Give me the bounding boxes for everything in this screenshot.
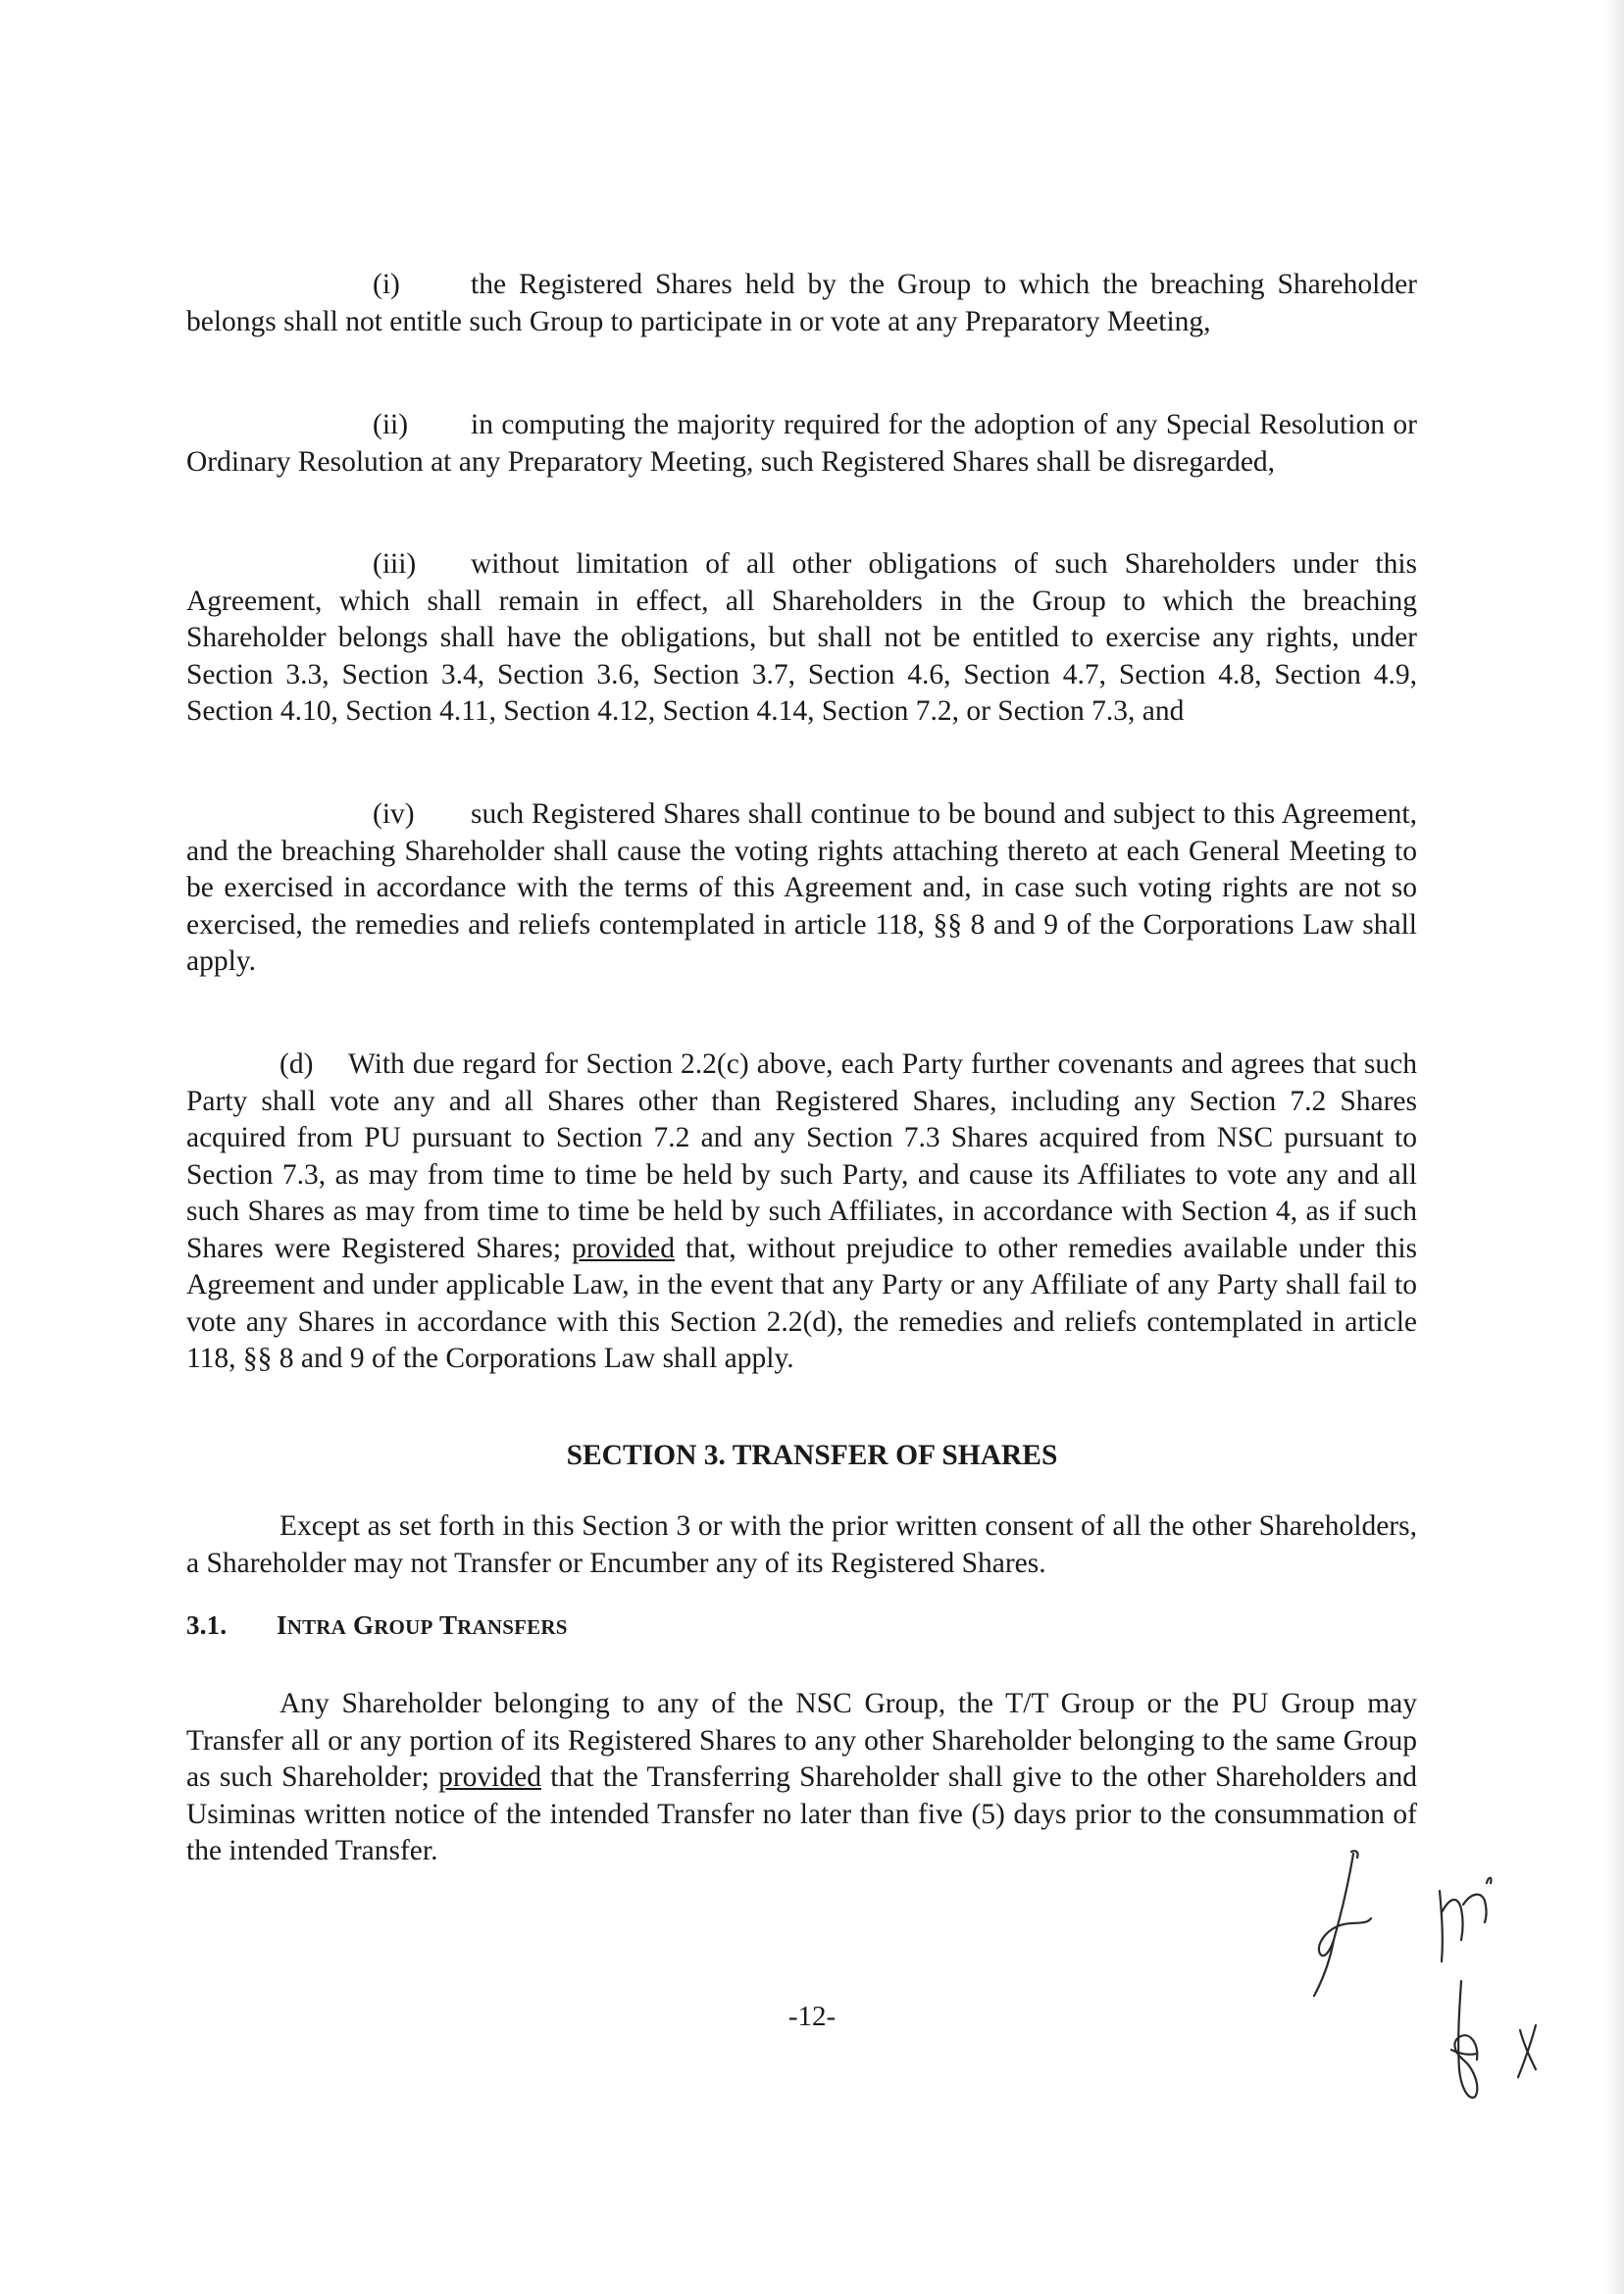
initial-stroke-8: [1518, 2025, 1536, 2077]
paragraph-iv: [186, 796, 1417, 981]
initial-stroke-6: [1454, 1981, 1477, 2098]
page-number: -12-: [787, 2001, 837, 2032]
title-rest-intra: NTRA: [286, 1615, 347, 1639]
paragraph-iii-label: (iii): [373, 548, 417, 580]
paragraph-ii-text: in computing the majority required for the adoption of any Special Resolution or Ordinary Resolution at any Preparatory Meeting, such Registered Shares shall be disregarded,: [186, 409, 1417, 478]
title-initial-intra: I: [277, 1610, 287, 1640]
section-3-intro: Except as set forth in this Section 3 or with the prior written consent of all the other Shareholders, a Shareholder may not Transfer or Encumber any of its Registered Shares.: [186, 1510, 1417, 1579]
paragraph-ii: [186, 407, 1417, 481]
paragraph-d-label: (d): [279, 1048, 314, 1080]
section-3-1-provided: provided: [438, 1761, 541, 1793]
paragraph-i-text: the Registered Shares held by the Group to which the breaching Shareholder belongs shall not entitle such Group to participate in or vote at any Preparatory Meeting,: [186, 269, 1417, 337]
initial-stroke-5: [1487, 1878, 1492, 1883]
title-initial-group: G: [352, 1610, 375, 1640]
paragraph-iv-text: such Registered Shares shall continue to be bound and subject to this Agreement, and the breaching Shareholder shall cause the voting rights attaching thereto at each General Meeting to be exercised in accordance with the terms of this Agreement and, in case such voting rights are not so exercised, the remedies and reliefs contemplated in article 118, §§ 8 and 9 of the Corporations Law shall apply.: [186, 798, 1417, 977]
title-rest-transfers: RANSFERS: [457, 1615, 568, 1639]
paragraph-d-text-after: that, without prejudice to other remedies available under this Agreement and under applicable Law, in the event that any Party or any Affiliate of any Party shall fail to vote any Shares in accordance with this Section 2.2(d), the remedies and reliefs contemplated in article 118, §§ 8 and 9 of the Corporations Law shall apply.: [186, 1232, 1417, 1374]
title-rest-group: ROUP: [374, 1615, 433, 1639]
paragraph-iii: [186, 546, 1417, 731]
initial-stroke-7: [1451, 2050, 1477, 2055]
paragraph-i: [186, 267, 1417, 340]
paragraph-ii-label: (ii): [373, 409, 409, 440]
title-initial-transfers: T: [438, 1610, 458, 1640]
initial-stroke-4: [1440, 1891, 1487, 1962]
paragraph-d-text-before: With due regard for Section 2.2(c) above, each Party further covenants and agrees that such Party shall vote any and all Shares other than Registered Shares, including any Section 7.2 Shares acquired from PU pursuant to Section 7.2 and any Section 7.3 Shares acquired from NSC pursuant to Section 7.3, as may from time to time be held by such Party, and cause its Affiliates to vote any and all such Shares as may from time to time be held by such Affiliates, in accordance with Section 4, as if such Shares were Registered Shares;: [186, 1048, 1417, 1264]
paragraph-iii-text: without limitation of all other obligations of such Shareholders under this Agreement, which shall remain in effect, all Shareholders in the Group to which the breaching Shareholder belongs shall have the obligations, but shall not be entitled to exercise any rights, under Section 3.3, Section 3.4, Section 3.6, Section 3.7, Section 4.6, Section 4.7, Section 4.8, Section 4.9, Section 4.10, Section 4.11, Section 4.12, Section 4.14, Section 7.2, or Section 7.3, and: [186, 548, 1417, 727]
section-3-1-number: 3.1.: [186, 1610, 228, 1640]
paragraph-d: [186, 1046, 1417, 1378]
paragraph-d-provided: provided: [572, 1232, 675, 1264]
paragraph-i-label: (i): [373, 269, 400, 300]
section-3-1-text-before: Any Shareholder belonging to any of the NSC Group, the T/T Group or the PU Group may Transfer all or any portion of its Registered Shares to any other Shareholder belonging to the same Group as such Shareholder;: [186, 1688, 1417, 1793]
section-3-1-heading: [186, 1610, 568, 1641]
section-3-1-text-after: that the Transferring Shareholder shall give to the other Shareholders and Usiminas written notice of the intended Transfer no later than five (5) days prior to the consummation of the intended Transfer.: [186, 1761, 1418, 1866]
section-3-heading: SECTION 3. TRANSFER OF SHARES: [566, 1440, 1058, 1471]
section-3-1-body: [186, 1686, 1417, 1870]
initial-stroke-1: [1319, 1854, 1371, 1956]
paragraph-iv-label: (iv): [373, 798, 415, 830]
handwritten-initials-signature: [1294, 1844, 1618, 2158]
